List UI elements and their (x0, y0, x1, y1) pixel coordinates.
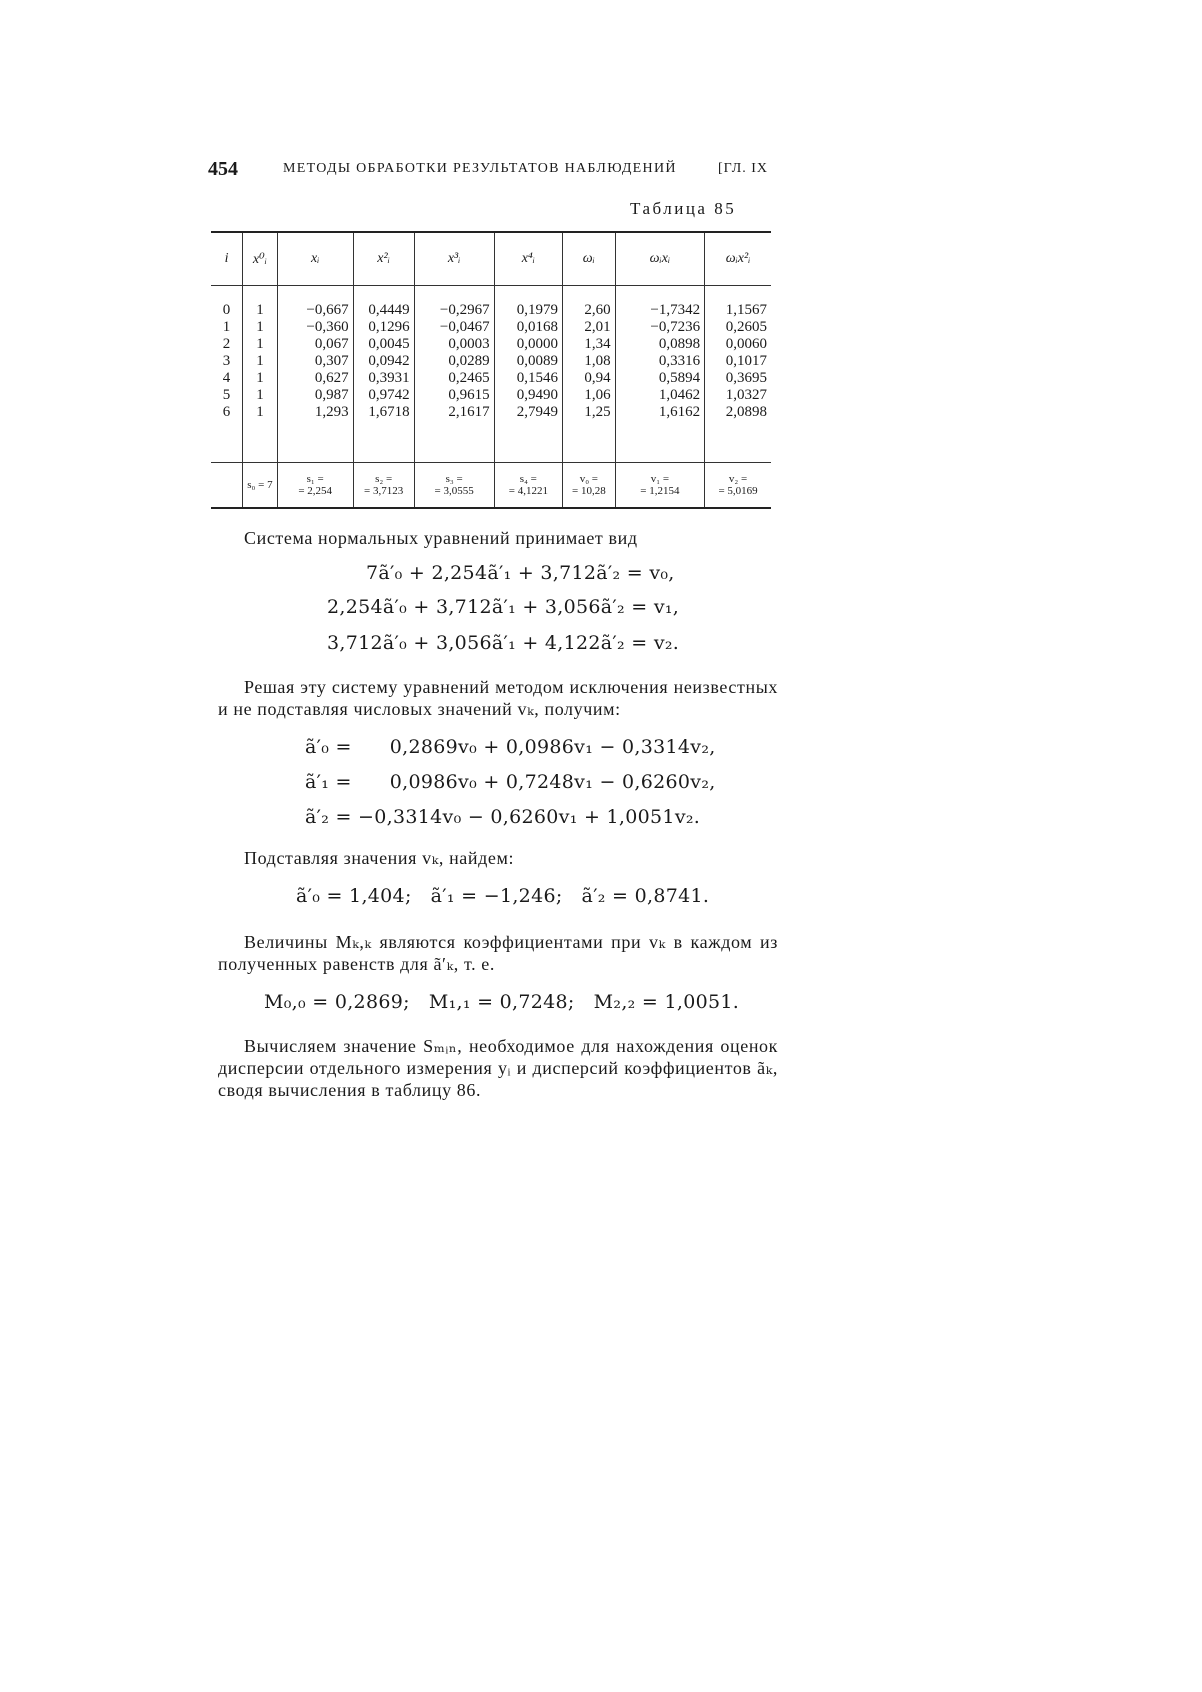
sum-cell (615, 463, 704, 509)
table-cell: 0,0942 (368, 353, 410, 369)
table-cell: 4 (222, 370, 231, 386)
table-cell: 0,3695 (725, 370, 767, 386)
sum-line: v₂ = (728, 473, 748, 485)
col-header: ωᵢx²ᵢ (705, 232, 771, 286)
sum-cell (705, 463, 771, 509)
col-header: xᵢ (277, 232, 353, 286)
data-table-85 (211, 231, 771, 509)
sum-line: s₃ = (445, 473, 463, 485)
sum-line: = 4,1221 (508, 485, 548, 497)
table-cell: 0,987 (314, 387, 349, 403)
sum-line: = 10,28 (572, 485, 606, 497)
sum-line: = 2,254 (298, 485, 333, 497)
sum-cell (414, 463, 494, 509)
sum-line: = 3,7123 (364, 485, 404, 497)
paragraph-compute: Вычисляем значение Sₘᵢₙ, необходимое для нахождения оценок дисперсии отдельного измерения yᵢ и дисперсий коэффициентов ãₖ, сводя вычисления в таблицу 86. (218, 1036, 778, 1100)
table-cell: 1 (256, 353, 264, 369)
sum-line: = 3,0555 (434, 485, 474, 497)
table-cell: 0,627 (314, 370, 349, 386)
sum-line: s₁ = (306, 473, 324, 485)
table-cell: 2,7949 (516, 404, 559, 420)
equation: 7ã′₀ + 2,254ã′₁ + 3,712ã′₂ = v₀, (366, 562, 675, 584)
table-cell: 0,0045 (368, 336, 410, 352)
table-cell: 2,1617 (448, 404, 490, 420)
sum-cell (353, 463, 414, 509)
paragraph-coefficients: Величины Mₖ,ₖ являются коэффициентами при vₖ в каждом из полученных равенств для ã′ₖ, т. е. (218, 932, 778, 974)
col-x3 (414, 286, 494, 463)
table-cell: 0,2465 (448, 370, 490, 386)
col-x4 (494, 286, 562, 463)
table-cell: 0,9490 (516, 387, 559, 403)
equation: 2,254ã′₀ + 3,712ã′₁ + 3,056ã′₂ = v₁, (327, 596, 680, 618)
col-header: x⁰ᵢ (243, 232, 278, 286)
table-cell: 5 (222, 387, 231, 403)
col-header: ωᵢxᵢ (615, 232, 704, 286)
table-cell: 0,0898 (658, 336, 701, 352)
sum-cell (563, 463, 616, 509)
col-header: x³ᵢ (414, 232, 494, 286)
table-cell: 1,25 (584, 404, 611, 420)
table-cell: 2,0898 (725, 404, 767, 420)
col-wx (615, 286, 704, 463)
table-cell: 1,08 (584, 353, 611, 369)
running-title: МЕТОДЫ ОБРАБОТКИ РЕЗУЛЬТАТОВ НАБЛЮДЕНИЙ (283, 161, 677, 176)
table-cell: 0,0060 (725, 336, 767, 352)
col-header: ωᵢ (563, 232, 616, 286)
table-cell: 1,1567 (725, 302, 767, 318)
col-header: x²ᵢ (353, 232, 414, 286)
table-cell: 0,4449 (368, 302, 410, 318)
col-header: x⁴ᵢ (494, 232, 562, 286)
table-cell: 0,0168 (516, 319, 559, 335)
table-cell: 2 (222, 336, 231, 352)
page-number: 454 (208, 158, 238, 180)
sum-cell (494, 463, 562, 509)
col-header: i (211, 232, 243, 286)
table-cell: 0,9615 (448, 387, 490, 403)
table-cell: 2,01 (584, 319, 611, 335)
table-cell: 1 (256, 387, 264, 403)
table-cell: 0,94 (584, 370, 611, 386)
table-cell: −0,667 (306, 302, 349, 318)
col-x2 (353, 286, 414, 463)
table-cell: 1,0462 (658, 387, 701, 403)
equation: ã′₀ = 0,2869v₀ + 0,0986v₁ − 0,3314v₂, (305, 736, 716, 758)
table-cell: 3 (222, 353, 231, 369)
sum-line: s₂ = (375, 473, 393, 485)
table-cell: 2,60 (584, 302, 611, 318)
table-cell: 0,1296 (368, 319, 410, 335)
equation-m: M₀,₀ = 0,2869; M₁,₁ = 0,7248; M₂,₂ = 1,0051. (264, 991, 740, 1013)
table-cell: 1 (256, 302, 264, 318)
table-cell: 1 (256, 319, 264, 335)
sum-line: = 1,2154 (640, 485, 680, 497)
table-cell: −1,7342 (650, 302, 701, 318)
sum-line: s₀ = 7 (247, 479, 273, 491)
col-index (211, 286, 243, 463)
table-cell: 1,0327 (725, 387, 767, 403)
table-cell: 0,2605 (725, 319, 767, 335)
table-cell: 1,06 (584, 387, 611, 403)
table-cell: 0,307 (314, 353, 349, 369)
sum-cell (243, 463, 278, 509)
sum-line: v₀ = (579, 473, 598, 485)
table-cell: 0,0000 (516, 336, 559, 352)
table-cell: −0,2967 (439, 302, 490, 318)
table-caption: Таблица 85 (630, 199, 737, 218)
paragraph-substitute: Подставляя значения vₖ, найдем: (244, 848, 515, 868)
table-cell: 0,1979 (516, 302, 559, 318)
table-data-row (211, 286, 771, 463)
col-wx2 (705, 286, 771, 463)
table-cell: 0 (222, 302, 231, 318)
col-x0 (243, 286, 278, 463)
table-cell: 1,293 (314, 404, 349, 420)
equation: ã′₂ = −0,3314v₀ − 0,6260v₁ + 1,0051v₂. (305, 806, 701, 828)
equation-result: ã′₀ = 1,404; ã′₁ = −1,246; ã′₂ = 0,8741. (296, 885, 710, 907)
table-cell: 1,34 (584, 336, 611, 352)
sum-line: s₄ = (519, 473, 537, 485)
table-cell: −0,7236 (650, 319, 701, 335)
equation: 3,712ã′₀ + 3,056ã′₁ + 4,122ã′₂ = v₂. (327, 632, 680, 654)
table-cell: 1 (256, 404, 264, 420)
table-cell: 0,0003 (448, 336, 490, 352)
table-cell: −0,360 (306, 319, 349, 335)
table-cell: 1 (222, 319, 231, 335)
table-cell: 6 (222, 404, 231, 420)
paragraph-solve: Решая эту систему уравнений методом исключения неизвестных и не подставляя числовых значений vₖ, получим: (218, 677, 778, 719)
table-cell: 0,1017 (725, 353, 767, 369)
table-cell: 1,6162 (658, 404, 701, 420)
table-cell: 0,067 (314, 336, 349, 352)
table-cell: 0,0089 (516, 353, 559, 369)
sum-line: = 5,0169 (718, 485, 758, 497)
table-cell: 0,1546 (516, 370, 559, 386)
chapter-label: [ГЛ. IX (718, 161, 768, 176)
sum-cell (277, 463, 353, 509)
table-cell: 1 (256, 370, 264, 386)
table-sum-row (211, 463, 771, 509)
col-x (277, 286, 353, 463)
table-cell: 0,3931 (368, 370, 410, 386)
table-cell: 0,0289 (448, 353, 490, 369)
table-cell: 0,3316 (658, 353, 701, 369)
table-header-row (211, 232, 771, 286)
table-cell: 0,5894 (658, 370, 701, 386)
sum-cell (211, 463, 243, 509)
equation: ã′₁ = 0,0986v₀ + 0,7248v₁ − 0,6260v₂, (305, 771, 716, 793)
table-cell: 0,9742 (368, 387, 410, 403)
paragraph-normal-system: Система нормальных уравнений принимает вид (244, 528, 638, 548)
table-cell: −0,0467 (439, 319, 490, 335)
table-cell: 1,6718 (368, 404, 410, 420)
col-w (563, 286, 616, 463)
table-cell: 1 (256, 336, 264, 352)
sum-line: v₁ = (650, 473, 670, 485)
